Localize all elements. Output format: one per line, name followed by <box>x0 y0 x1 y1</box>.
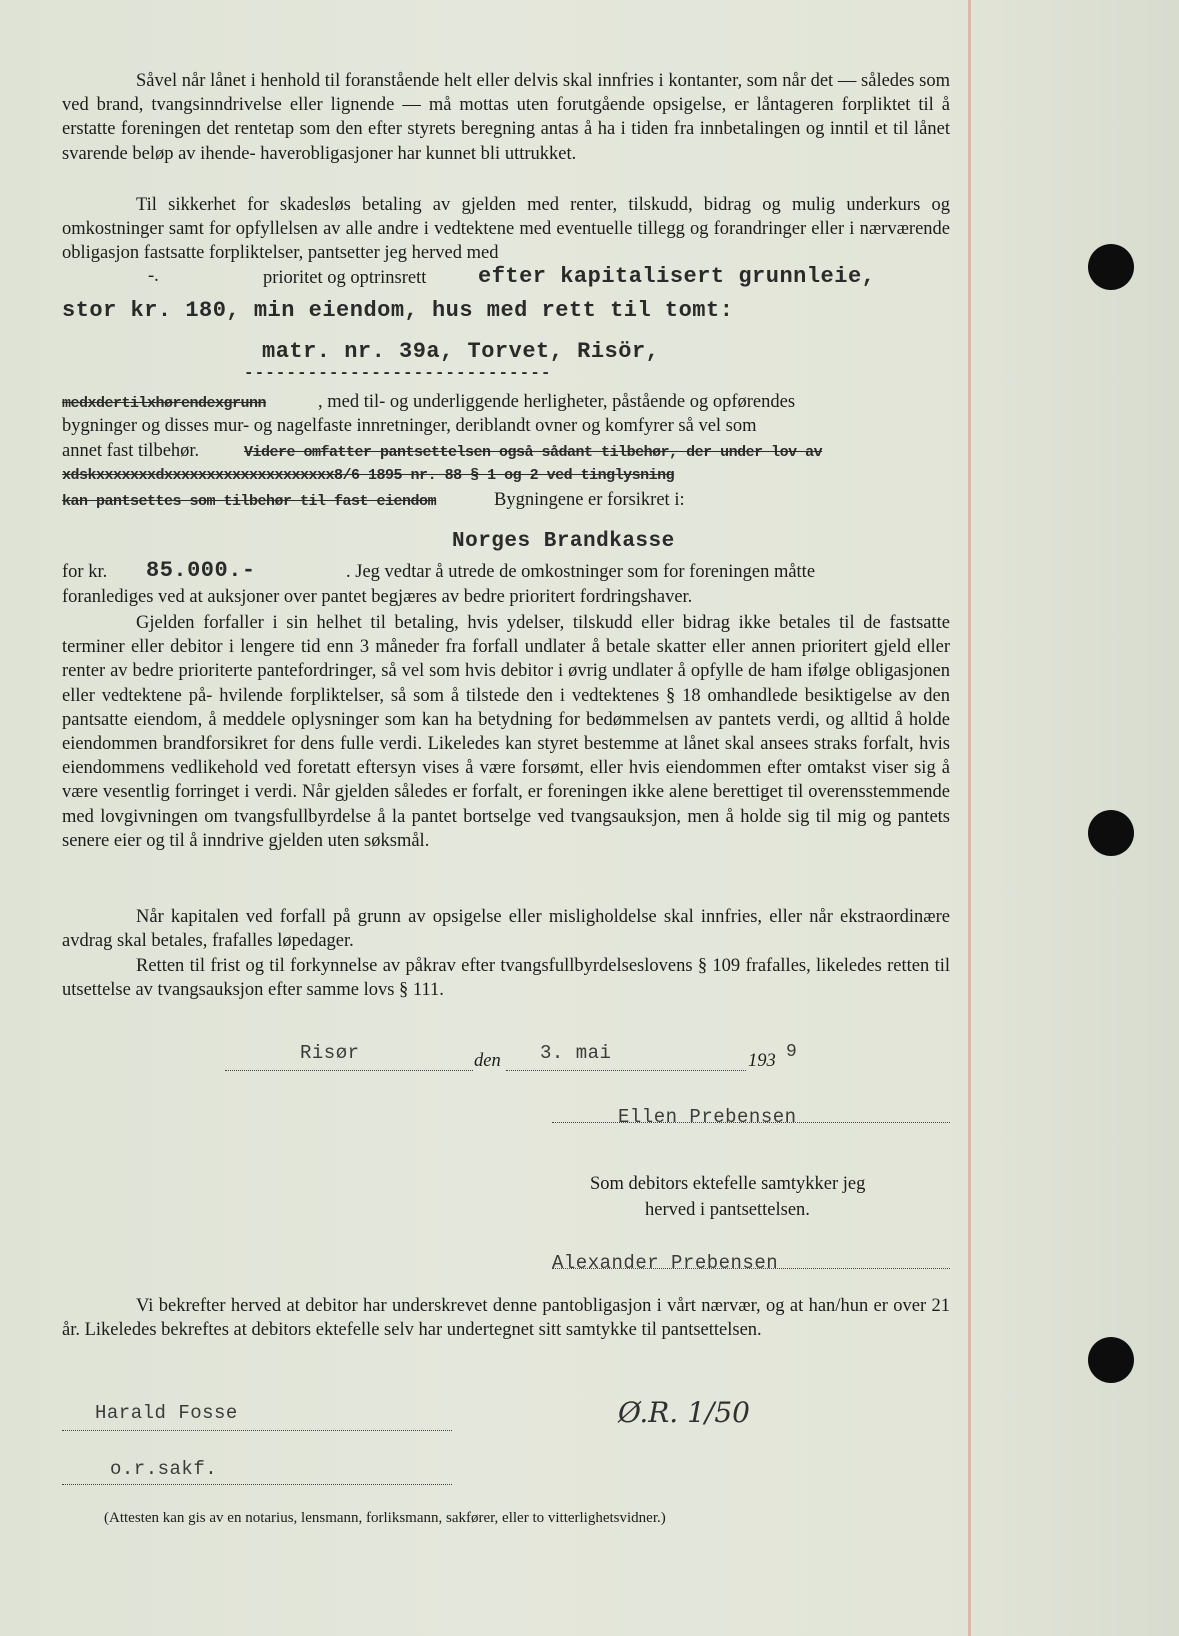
paragraph-enforcement: Retten til frist og til forkynnelse av påkrav efter tvangsfullbyrdelseslovens § 109 frafalles, likeledes retten til utsettelse av tvangsauksjon efter samme lovs § 111. <box>62 956 950 1001</box>
typed-ground-rent: efter kapitalisert grunnleie, <box>478 264 876 289</box>
spouse-name: Alexander Prebensen <box>552 1252 779 1274</box>
year-prefix: 193 <box>748 1051 776 1071</box>
witness-title: o.r.sakf. <box>110 1458 218 1480</box>
for-kr-label: for kr. <box>62 562 108 582</box>
struck-text-2: Videre omfatter pantsettelsen også sådant tilbehør, der under lov av <box>244 444 823 461</box>
year-suffix: 9 <box>786 1042 798 1062</box>
prioritet-prefix: -. <box>148 266 159 286</box>
paragraph-fixtures-start: annet fast tilbehør. <box>62 441 200 461</box>
paragraph-appurtenances: , med til- og underliggende herligheter, påstående og opførendes <box>318 392 796 412</box>
binder-hole-bottom <box>1088 1337 1134 1383</box>
den-label: den <box>474 1051 501 1071</box>
paragraph-costs: . Jeg vedtar å utrede de omkostninger som for foreningen måtte <box>346 562 816 582</box>
handwritten-note: Ø.R. 1/50 <box>618 1396 750 1429</box>
spouse-consent-line2: herved i pantsettelsen. <box>645 1200 810 1220</box>
date: 3. mai <box>540 1042 612 1064</box>
paragraph-prepayment: Når kapitalen ved forfall på grunn av opsigelse eller misligholdelse skal innfries, eller når ekstraordinære avdrag skal betales, frafalles løpedager. <box>62 907 950 952</box>
insured-label: Bygningene er forsikret i: <box>494 490 685 510</box>
typed-property-description: stor kr. 180, min eiendom, hus med rett til tomt: <box>62 298 734 323</box>
struck-text-4: kan pantsettes som tilbehør til fast eiendom <box>62 493 437 510</box>
place: Risør <box>300 1042 360 1064</box>
typed-cadastral-number: matr. nr. 39a, Torvet, Risör, <box>262 339 660 364</box>
margin-rule <box>968 0 971 1636</box>
struck-text-1: medxdertilxhørendexgrunn <box>62 395 267 412</box>
struck-text-3: xdskxxxxxxxdxxxxxxxxxxxxxxxxxxxx8/6 1895 nr. 88 § 1 og 2 ved tinglysning <box>62 467 675 484</box>
spouse-consent-line1: Som debitors ektefelle samtykker jeg <box>590 1174 866 1194</box>
witness-name: Harald Fosse <box>95 1402 238 1424</box>
binder-hole-top <box>1088 244 1134 290</box>
insurer-name: Norges Brandkasse <box>452 530 675 553</box>
insured-amount: 85.000.- <box>146 558 256 583</box>
typed-dash-line: ----------------------------- <box>244 364 552 382</box>
paragraph-attestation: Vi bekrefter herved at debitor har underskrevet denne pantobligasjon i vårt nærvær, og at han/hun er over 21 år. Likeledes bekreftes at debitors ektefelle selv har undertegnet sitt samtykke til pantsettelsen. <box>62 1296 950 1341</box>
paragraph-early-repayment: Såvel når lånet i henhold til foranstående helt eller delvis skal innfries i kontanter, som når det — således som ved brand, tvangsinndrivelse eller lignende — må mottas uten forutgående opsigelse, er låntageren forpliktet til å erstatte foreningen det rentetap som den efter styrets beregning antas å ha i tiden fra innbetalingen og inntil et til lånet svarende beløp av ihende- haverobligasjoner har kunnet bli uttrukket. <box>62 71 950 164</box>
debtor-name: Ellen Prebensen <box>618 1106 797 1128</box>
paragraph-default: Gjelden forfaller i sin helhet til betaling, hvis ydelser, tilskudd eller bidrag ikke betales til de fastsatte terminer eller debitor i lengere tid enn 3 måneder fra forfall undlater å betale skatter eller annen prioritert gjeld eller renter av bedre prioriterte pantefordringer, så vel som hvis debitor i øvrig undlater å opfylle de ham ifølge obligasjonen eller vedtektene på- hvilende forpliktelser, så som å tilstede den i vedtektenes § 18 omhandlede besiktigelse av den pantsatte eiendom, å meddele oplysninger som kan ha betydning for bedømmelsen av pantets verdi, og alltid å holde eiendommen brandforsikret for dens fulle verdi. Likeledes kan styret bestemme at lånet skal ansees straks forfalt, hvis eiendommens vedlikehold ved foretatt eftersyn vises å være forsømt, eller hvis eiendommen efter omtakst viser sig å være vesentlig forringet i verdi. Når gjelden således er forfalt, er foreningen ikke alene berettiget til overensstemmende med lovgivningen om tvangsfullbyrdelse å la pantet bortselge ved tvangsauksjon, men å holde sig til mig og pantets senere eier og til å inndrive gjelden uten søksmål. <box>62 613 950 851</box>
prioritet-label: prioritet og optrinsrett <box>263 268 427 288</box>
paragraph-buildings-line: bygninger og disses mur- og nagelfaste innretninger, deriblandt ovner og komfyrer så vel som <box>62 416 757 436</box>
binder-hole-middle <box>1088 810 1134 856</box>
paragraph-security: Til sikkerhet for skadesløs betaling av gjelden med renter, tilskudd, bidrag og mulig underkurs og omkostninger samt for opfyllelsen av alle andre i vedtektene med eventuelle tillegg og forandringer eller i nærværende obligasjon fastsatte forpliktelser, pantsetter jeg herved med <box>62 195 950 264</box>
footnote: (Attesten kan gis av en notarius, lensmann, forliksmann, sakfører, eller to vitterlighetsvidner.) <box>104 1510 666 1526</box>
paragraph-costs-line2: foranlediges ved at auksjoner over pantet begjæres av bedre prioritert fordringshaver. <box>62 587 693 607</box>
